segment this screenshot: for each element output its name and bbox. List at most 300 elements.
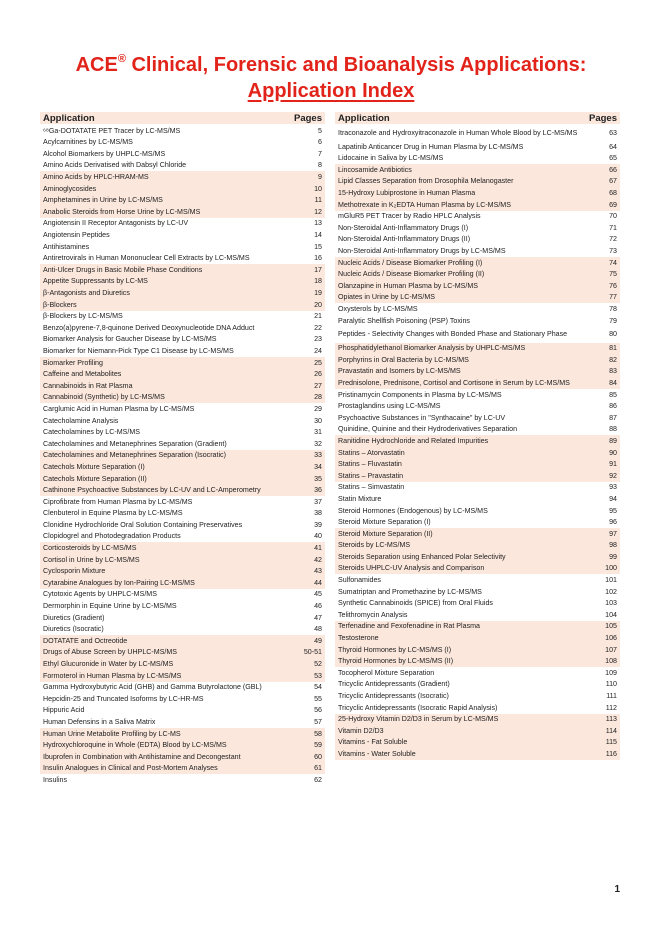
application-name: Clenbuterol in Equine Plasma by LC-MS/MS xyxy=(43,509,183,518)
application-name: Methotrexate in K₂EDTA Human Plasma by LC-MS/MS xyxy=(338,200,511,209)
index-row xyxy=(335,470,620,482)
application-name: Opiates in Urine by LC-MS/MS xyxy=(338,293,435,302)
index-row xyxy=(335,493,620,505)
page-ref: 73 xyxy=(609,247,617,256)
index-row xyxy=(40,148,325,160)
application-name: Human Urine Metabolite Profiling by LC-MS xyxy=(43,729,181,738)
index-row xyxy=(335,458,620,470)
page-ref: 20 xyxy=(314,300,322,309)
page-ref: 5 xyxy=(318,126,322,135)
application-name: Cortisol in Urine by LC-MS/MS xyxy=(43,555,140,564)
page-ref: 32 xyxy=(314,439,322,448)
page-ref: 90 xyxy=(609,448,617,457)
application-name: ⁶⁸Ga-DOTATATE PET Tracer by LC-MS/MS xyxy=(43,126,181,135)
page-ref: 100 xyxy=(605,564,617,573)
page-ref: 53 xyxy=(314,671,322,680)
rows-left xyxy=(40,125,325,786)
index-row xyxy=(40,739,325,751)
application-name: Phosphatidylethanol Biomarker Analysis by UHPLC-MS/MS xyxy=(338,344,526,353)
application-name: Quinidine, Quinine and their Hydroderivatives Separation xyxy=(338,425,518,434)
page-ref: 106 xyxy=(605,634,617,643)
registered-mark: ® xyxy=(117,53,126,65)
page-ref: 107 xyxy=(605,645,617,654)
page-ref: 46 xyxy=(314,602,322,611)
index-row xyxy=(335,482,620,494)
page-ref: 8 xyxy=(318,161,322,170)
application-name: Hippuric Acid xyxy=(43,706,85,715)
application-name: Cyclosporin Mixture xyxy=(43,567,106,576)
page-ref: 92 xyxy=(609,471,617,480)
page-ref: 78 xyxy=(609,305,617,313)
index-row xyxy=(40,415,325,427)
page-ref: 116 xyxy=(605,749,617,758)
index-row xyxy=(40,334,325,346)
page-ref: 93 xyxy=(609,483,617,492)
application-name: Drugs of Abuse Screen by UHPLC-MS/MS xyxy=(43,648,178,657)
index-row xyxy=(40,508,325,520)
application-name: Carglumic Acid in Human Plasma by LC-MS/MS xyxy=(43,404,195,413)
application-name: Biomarker Profiling xyxy=(43,358,103,367)
index-row xyxy=(335,292,620,304)
application-name: Nucleic Acids / Disease Biomarker Profiling (I) xyxy=(338,258,483,267)
application-name: Tricyclic Antidepressants (Isocratic) xyxy=(338,692,449,700)
application-name: Cannabinoids in Rat Plasma xyxy=(43,381,133,390)
index-row xyxy=(40,276,325,288)
index-row xyxy=(335,400,620,412)
application-name: Clopidogrel and Photodegradation Products xyxy=(43,532,181,541)
application-name: Dermorphin in Equine Urine by LC-MS/MS xyxy=(43,602,177,611)
page-ref: 36 xyxy=(314,486,322,495)
index-row xyxy=(335,447,620,459)
page-ref: 87 xyxy=(609,413,617,422)
application-name: Antiretrovirals in Human Mononuclear Cell Extracts by LC-MS/MS xyxy=(43,254,250,263)
application-name: Testosterone xyxy=(338,634,379,643)
application-name: Telithromycin Analysis xyxy=(338,610,408,619)
index-row xyxy=(40,682,325,694)
index-row xyxy=(40,171,325,183)
page-ref: 37 xyxy=(314,497,322,506)
page-ref: 108 xyxy=(605,657,617,666)
page-ref: 34 xyxy=(314,462,322,471)
application-name: Cannabinoid (Synthetic) by LC-MS/MS xyxy=(43,393,165,402)
index-row xyxy=(335,327,620,343)
page-ref: 62 xyxy=(314,775,322,784)
page-ref: 14 xyxy=(314,231,322,240)
page-ref: 58 xyxy=(314,729,322,738)
page-ref: 110 xyxy=(605,680,617,689)
index-column-left xyxy=(40,112,325,786)
page-ref: 22 xyxy=(314,323,322,332)
page-ref: 99 xyxy=(609,552,617,561)
index-row xyxy=(40,137,325,149)
application-name: Diuretics (Gradient) xyxy=(43,613,105,622)
application-name: Biomarker for Niemann-Pick Type C1 Disease by LC-MS/MS xyxy=(43,346,234,355)
index-row xyxy=(335,377,620,389)
index-row xyxy=(335,176,620,188)
index-row xyxy=(335,211,620,223)
page-ref: 45 xyxy=(314,590,322,599)
page-ref: 97 xyxy=(609,529,617,538)
index-row xyxy=(335,141,620,153)
application-name: Tricyclic Antidepressants (Isocratic Rapid Analysis) xyxy=(338,703,498,712)
page-ref: 9 xyxy=(318,173,322,182)
page-ref: 75 xyxy=(609,270,617,279)
application-name: Diuretics (Isocratic) xyxy=(43,625,104,634)
index-row xyxy=(335,609,620,621)
index-row xyxy=(335,280,620,292)
index-row xyxy=(40,496,325,508)
index-row xyxy=(335,187,620,199)
page-ref: 111 xyxy=(606,692,617,700)
page-ref: 38 xyxy=(314,509,322,518)
index-row xyxy=(40,357,325,369)
page-ref: 91 xyxy=(609,460,617,469)
index-row xyxy=(335,540,620,552)
index-row xyxy=(40,554,325,566)
application-name: Ethyl Glucuronide in Water by LC-MS/MS xyxy=(43,660,174,668)
index-row xyxy=(40,705,325,717)
page-ref: 24 xyxy=(314,346,322,355)
application-name: Catecholamines by LC-MS/MS xyxy=(43,428,140,437)
application-name: Non-Steroidal Anti-Inflammatory Drugs by LC-MS/MS xyxy=(338,247,506,256)
application-name: Cytarabine Analogues by Ion-Pairing LC-MS/MS xyxy=(43,578,195,587)
page-ref: 50-51 xyxy=(303,648,322,657)
application-name: Acylcarnitines by LC-MS/MS xyxy=(43,138,133,147)
application-name: Appetite Suppressants by LC-MS xyxy=(43,277,148,286)
application-name: Sulfonamides xyxy=(338,576,381,585)
page-ref: 31 xyxy=(314,428,322,437)
application-name: Catecholamines and Metanephrines Separation (Gradient) xyxy=(43,439,227,448)
index-row xyxy=(40,519,325,531)
index-row xyxy=(335,516,620,528)
index-row xyxy=(335,424,620,436)
page-ref: 72 xyxy=(609,235,617,244)
index-row xyxy=(40,774,325,786)
application-name: Vitamins - Fat Soluble xyxy=(338,738,408,747)
application-name: Lapatinib Anticancer Drug in Human Plasma by LC-MS/MS xyxy=(338,142,524,151)
application-name: Alcohol Biomarkers by UHPLC-MS/MS xyxy=(43,149,166,158)
title-rest: Clinical, Forensic and Bioanalysis Applications: xyxy=(125,54,587,76)
header-pages: Pages xyxy=(294,112,322,124)
page-ref: 68 xyxy=(609,189,617,198)
index-row xyxy=(335,505,620,517)
application-name: Human Defensins in a Saliva Matrix xyxy=(43,717,156,726)
page-ref: 61 xyxy=(314,764,322,773)
page-ref: 39 xyxy=(314,520,322,529)
index-row xyxy=(335,315,620,327)
application-name: Terfenadine and Fexofenadine in Rat Plasma xyxy=(338,622,480,631)
page-ref: 17 xyxy=(314,265,322,274)
column-header xyxy=(40,112,325,124)
index-row xyxy=(335,528,620,540)
index-row xyxy=(40,484,325,496)
page-ref: 26 xyxy=(314,370,322,379)
page-ref: 85 xyxy=(609,390,617,399)
application-name: 15-Hydroxy Lubiprostone in Human Plasma xyxy=(338,189,476,198)
application-name: Hepcidin-25 and Truncated Isoforms by LC-HR-MS xyxy=(43,694,204,703)
application-name: Statins – Atorvastatin xyxy=(338,448,405,457)
page-title xyxy=(0,52,662,104)
page-ref: 86 xyxy=(609,402,617,411)
index-row xyxy=(335,354,620,366)
page-ref: 30 xyxy=(314,416,322,425)
index-row xyxy=(335,257,620,269)
application-name: Anti-Ulcer Drugs in Basic Mobile Phase Conditions xyxy=(43,265,203,274)
index-row xyxy=(40,253,325,265)
index-row xyxy=(40,728,325,740)
index-row xyxy=(40,542,325,554)
title-prefix: ACE xyxy=(75,54,118,76)
application-name: Steroid Mixture Separation (I) xyxy=(338,518,431,527)
index-row xyxy=(40,241,325,253)
page-ref: 63 xyxy=(609,128,617,137)
page-ref: 71 xyxy=(609,223,617,232)
index-row xyxy=(335,125,620,141)
page-ref: 13 xyxy=(314,219,322,228)
index-row xyxy=(335,598,620,610)
page-ref: 48 xyxy=(314,625,322,634)
index-row xyxy=(335,737,620,749)
index-row xyxy=(335,303,620,315)
application-name: Olanzapine in Human Plasma by LC-MS/MS xyxy=(338,281,478,290)
page-ref: 7 xyxy=(318,149,322,158)
application-name: Steroids Separation using Enhanced Polar Selectivity xyxy=(338,552,506,561)
page-number: 1 xyxy=(614,884,620,895)
page-ref: 56 xyxy=(314,706,322,715)
page-ref: 79 xyxy=(609,316,617,325)
application-name: Porphyrins in Oral Bacteria by LC-MS/MS xyxy=(338,355,469,364)
page-ref: 35 xyxy=(314,474,322,483)
index-row xyxy=(40,426,325,438)
index-row xyxy=(40,658,325,670)
application-name: Catechols Mixture Separation (I) xyxy=(43,462,145,471)
index-row xyxy=(40,322,325,334)
application-name: Gamma Hydroxybutyric Acid (GHB) and Gamma Butyrolactone (GBL) xyxy=(43,683,262,692)
header-application: Application xyxy=(338,112,390,124)
application-name: Hydroxychloroquine in Whole (EDTA) Blood by LC-MS/MS xyxy=(43,741,227,750)
page-ref: 19 xyxy=(314,289,322,297)
rows-right xyxy=(335,125,620,760)
page-ref: 113 xyxy=(605,715,617,724)
page-ref: 52 xyxy=(314,660,322,668)
index-row xyxy=(335,412,620,424)
page-ref: 65 xyxy=(609,154,617,163)
index-row xyxy=(40,566,325,578)
index-row xyxy=(40,531,325,543)
index-row xyxy=(40,206,325,218)
index-row xyxy=(40,299,325,311)
application-name: Prednisolone, Prednisone, Cortisol and Cortisone in Serum by LC-MS/MS xyxy=(338,378,570,387)
page-ref: 49 xyxy=(314,636,322,645)
application-name: Vitamins - Water Soluble xyxy=(338,749,416,758)
page-ref: 95 xyxy=(609,506,617,515)
application-name: Vitamin D2/D3 xyxy=(338,726,384,735)
application-name: Cathinone Psychoactive Substances by LC-UV and LC-Amperometry xyxy=(43,486,261,495)
application-name: Steroids by LC-MS/MS xyxy=(338,541,411,550)
application-name: Steroid Mixture Separation (II) xyxy=(338,529,433,538)
index-row xyxy=(335,389,620,401)
application-name: 25-Hydroxy Vitamin D2/D3 in Serum by LC-MS/MS xyxy=(338,715,499,724)
index-row xyxy=(40,600,325,612)
index-row xyxy=(40,264,325,276)
page-ref: 104 xyxy=(605,610,617,619)
index-row xyxy=(335,679,620,691)
application-name: Corticosteroids by LC-MS/MS xyxy=(43,544,137,553)
index-row xyxy=(335,153,620,165)
index-row xyxy=(335,690,620,702)
page-ref: 112 xyxy=(605,703,617,712)
page-ref: 94 xyxy=(609,494,617,503)
application-name: Lidocaine in Saliva by LC-MS/MS xyxy=(338,154,444,163)
index-row xyxy=(40,392,325,404)
application-name: Amino Acids by HPLC-HRAM-MS xyxy=(43,173,149,182)
index-row xyxy=(335,644,620,656)
application-name: Antihistamines xyxy=(43,242,90,251)
index-row xyxy=(40,287,325,299)
title-line-1 xyxy=(0,52,662,78)
application-name: Synthetic Cannabinoids (SPICE) from Oral Fluids xyxy=(338,599,493,608)
page-ref: 109 xyxy=(605,668,617,677)
index-row xyxy=(40,693,325,705)
application-name: Statins – Fluvastatin xyxy=(338,460,402,469)
application-name: Anabolic Steroids from Horse Urine by LC-MS/MS xyxy=(43,207,201,216)
page-ref: 21 xyxy=(314,312,322,321)
application-name: Steroid Hormones (Endogenous) by LC-MS/MS xyxy=(338,506,488,515)
index-column-right xyxy=(335,112,620,760)
application-name: Ibuprofen in Combination with Antihistamine and Decongestant xyxy=(43,752,241,761)
index-row xyxy=(335,702,620,714)
index-row xyxy=(40,450,325,462)
index-row xyxy=(335,656,620,668)
index-row xyxy=(335,343,620,355)
application-name: Thyroid Hormones by LC-MS/MS (I) xyxy=(338,645,452,654)
page-ref: 47 xyxy=(314,613,322,622)
page-ref: 11 xyxy=(314,196,322,205)
application-name: Cytotoxic Agents by UHPLC-MS/MS xyxy=(43,590,157,599)
page-ref: 114 xyxy=(605,726,617,735)
page-ref: 60 xyxy=(314,752,322,761)
index-row xyxy=(40,403,325,415)
application-name: Angiotensin Peptides xyxy=(43,231,110,240)
page-ref: 40 xyxy=(314,532,322,541)
page-ref: 80 xyxy=(609,330,617,339)
application-name: Insulin Analogues in Clinical and Post-Mortem Analyses xyxy=(43,764,218,773)
index-row xyxy=(335,667,620,679)
index-row xyxy=(40,473,325,485)
index-row xyxy=(40,716,325,728)
index-row xyxy=(40,670,325,682)
index-row xyxy=(335,199,620,211)
page-ref: 18 xyxy=(314,277,322,286)
page-ref: 96 xyxy=(609,518,617,527)
application-name: Statins – Simvastatin xyxy=(338,483,405,492)
page-ref: 74 xyxy=(609,258,617,267)
index-row xyxy=(335,269,620,281)
page-ref: 25 xyxy=(314,358,322,367)
application-name: Non-Steroidal Anti-Inflammatory Drugs (II) xyxy=(338,235,471,244)
index-row xyxy=(40,751,325,763)
application-name: Prostaglandins using LC-MS/MS xyxy=(338,402,441,411)
page-ref: 59 xyxy=(314,741,322,750)
page-ref: 105 xyxy=(605,622,617,631)
column-header xyxy=(335,112,620,124)
index-row xyxy=(40,311,325,323)
application-name: Biomarker Analysis for Gaucher Disease by LC-MS/MS xyxy=(43,335,217,344)
page-ref: 16 xyxy=(314,254,322,263)
application-name: Lipid Classes Separation from Drosophila Melanogaster xyxy=(338,177,514,186)
index-row xyxy=(335,632,620,644)
index-row xyxy=(40,461,325,473)
application-name: β-Antagonists and Diuretics xyxy=(43,289,130,297)
application-name: Clonidine Hydrochloride Oral Solution Containing Preservatives xyxy=(43,520,243,529)
index-row xyxy=(335,714,620,726)
index-row xyxy=(40,345,325,357)
application-name: Catecholamines and Metanephrines Separation (Isocratic) xyxy=(43,451,226,460)
application-name: DOTATATE and Octreotide xyxy=(43,636,128,645)
application-name: Paralytic Shellfish Poisoning (PSP) Toxins xyxy=(338,316,470,325)
index-row xyxy=(40,160,325,172)
page-ref: 43 xyxy=(314,567,322,576)
page-ref: 41 xyxy=(314,544,322,553)
application-name: β-Blockers by LC-MS/MS xyxy=(43,312,123,321)
application-name: Catecholamine Analysis xyxy=(43,416,119,425)
page-ref: 6 xyxy=(318,138,322,147)
page-ref: 27 xyxy=(314,381,322,390)
page-ref: 67 xyxy=(609,177,617,186)
application-name: Nucleic Acids / Disease Biomarker Profiling (II) xyxy=(338,270,485,279)
index-row xyxy=(40,229,325,241)
page-ref: 44 xyxy=(314,578,322,587)
application-name: β-Blockers xyxy=(43,300,77,309)
page-ref: 66 xyxy=(609,165,617,174)
page-ref: 88 xyxy=(609,425,617,434)
application-name: Peptides - Selectivity Changes with Bonded Phase and Stationary Phase xyxy=(338,330,568,339)
page-ref: 89 xyxy=(609,436,617,445)
application-name: Amphetamines in Urine by LC-MS/MS xyxy=(43,196,163,205)
index-row xyxy=(40,589,325,601)
application-name: Tocopherol Mixture Separation xyxy=(338,668,435,677)
index-row xyxy=(40,647,325,659)
page-ref: 64 xyxy=(609,142,617,151)
page-ref: 83 xyxy=(609,367,617,376)
page-ref: 103 xyxy=(605,599,617,608)
page-ref: 33 xyxy=(314,451,322,460)
page-ref: 12 xyxy=(314,207,322,216)
index-row xyxy=(40,577,325,589)
application-name: Formoterol in Human Plasma by LC-MS/MS xyxy=(43,671,182,680)
index-row xyxy=(335,563,620,575)
index-row xyxy=(335,574,620,586)
application-name: Aminoglycosides xyxy=(43,184,97,193)
page-ref: 23 xyxy=(314,335,322,344)
header-application: Application xyxy=(43,112,95,124)
application-name: Amino Acids Derivatised with Dabsyl Chloride xyxy=(43,161,187,170)
application-name: Non-Steroidal Anti-Inflammatory Drugs (I) xyxy=(338,223,469,232)
page-ref: 82 xyxy=(609,355,617,364)
page-ref: 15 xyxy=(314,242,322,251)
application-name: Benzo(a)pyrene-7,8-quinone Derived Deoxynucleotide DNA Adduct xyxy=(43,323,255,332)
index-row xyxy=(40,612,325,624)
page-ref: 115 xyxy=(605,738,617,747)
page-ref: 28 xyxy=(314,393,322,402)
index-row xyxy=(335,586,620,598)
application-name: Lincosamide Antibiotics xyxy=(338,165,412,174)
index-row xyxy=(40,624,325,636)
page-ref: 69 xyxy=(609,200,617,209)
index-row xyxy=(335,551,620,563)
page-ref: 102 xyxy=(605,587,617,596)
index-row xyxy=(335,366,620,378)
